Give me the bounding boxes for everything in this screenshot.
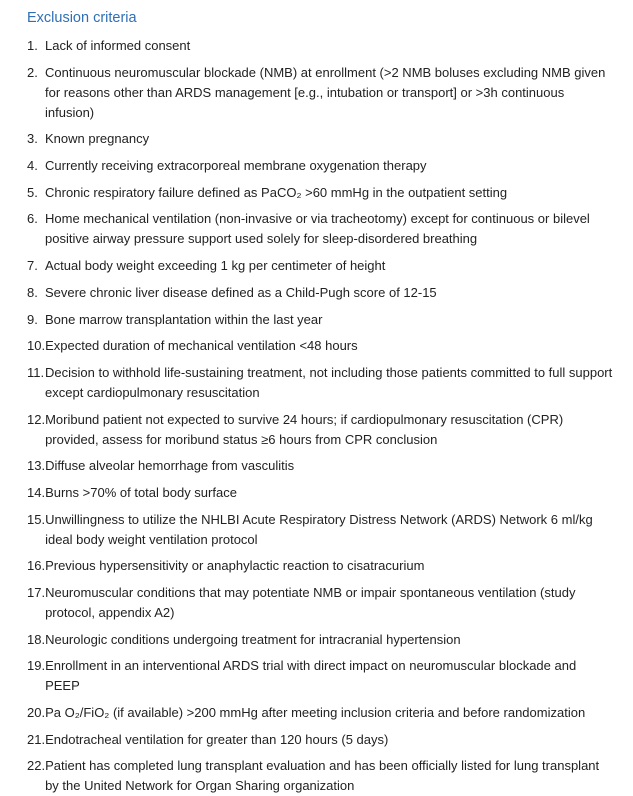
item-text: Continuous neuromuscular blockade (NMB) at enrollment (>2 NMB boluses excluding NMB given for reasons other than ARDS management [e.g., intubation or transport] or >3h continuous infusion) — [45, 64, 606, 120]
item-number: 14. — [27, 484, 46, 500]
list-item — [27, 363, 613, 403]
item-number: 19. — [27, 658, 46, 674]
item-number: 7. — [27, 258, 38, 274]
list-item — [27, 310, 613, 330]
item-text: Chronic respiratory failure defined as PaCO₂ >60 mmHg in the outpatient setting — [45, 184, 508, 200]
list-item — [27, 256, 613, 276]
item-number: 5. — [27, 184, 38, 200]
item-text: Bone marrow transplantation within the last year — [45, 311, 323, 327]
item-number: 11. — [27, 364, 45, 380]
list-item — [27, 483, 613, 503]
item-text: Known pregnancy — [45, 131, 150, 147]
item-number: 22. — [27, 758, 46, 774]
item-text: Decision to withhold life-sustaining treatment, not including those patients committed to full support except cardiopulmonary resuscitation — [45, 364, 613, 400]
criteria-list — [27, 36, 613, 796]
item-text: Diffuse alveolar hemorrhage from vasculitis — [45, 458, 295, 474]
item-text: Currently receiving extracorporeal membrane oxygenation therapy — [45, 158, 427, 174]
list-item — [27, 36, 613, 56]
item-text: Patient has completed lung transplant evaluation and has been officially listed for lung transplant by the United Network for Organ Sharing organization — [45, 758, 600, 794]
item-number: 9. — [27, 311, 38, 327]
list-item — [27, 410, 613, 450]
list-item — [27, 456, 613, 476]
item-number: 16. — [27, 558, 46, 574]
item-number: 17. — [27, 585, 46, 600]
item-number: 4. — [27, 158, 38, 174]
list-item — [27, 756, 613, 796]
item-number: 8. — [27, 284, 38, 300]
list-item — [27, 183, 613, 203]
section-heading: Exclusion criteria — [27, 10, 137, 26]
item-text: Previous hypersensitivity or anaphylactic reaction to cisatracurium — [45, 558, 425, 574]
item-number: 6. — [27, 211, 38, 227]
item-text: Actual body weight exceeding 1 kg per centimeter of height — [45, 258, 386, 274]
list-item — [27, 703, 613, 723]
list-item — [27, 630, 613, 650]
item-text: Moribund patient not expected to survive 24 hours; if cardiopulmonary resuscitation (CPR) provided, assess for moribund status ≥6 hours from CPR conclusion — [45, 411, 564, 447]
list-item — [27, 583, 613, 623]
item-number: 18. — [27, 631, 46, 647]
item-number: 13. — [27, 458, 46, 474]
item-text: Unwillingness to utilize the NHLBI Acute Respiratory Distress Network (ARDS) Network 6 ml/kg ideal body weight ventilation protocol — [45, 511, 593, 547]
list-item — [27, 336, 613, 356]
list-item — [27, 156, 613, 176]
item-text: Severe chronic liver disease defined as a Child-Pugh score of 12-15 — [45, 284, 437, 300]
list-item — [27, 283, 613, 303]
item-text: Lack of informed consent — [45, 38, 191, 53]
item-text: Endotracheal ventilation for greater than 120 hours (5 days) — [45, 731, 389, 747]
item-text: Enrollment in an interventional ARDS trial with direct impact on neuromuscular blockade and PEEP — [45, 658, 577, 694]
item-number: 10. — [27, 338, 46, 354]
item-text: Neuromuscular conditions that may potentiate NMB or impair spontaneous ventilation (study protocol, appendix A2) — [45, 585, 576, 620]
item-number: 15. — [27, 511, 46, 527]
item-number: 2. — [27, 64, 38, 80]
item-text: Burns >70% of total body surface — [45, 484, 237, 500]
item-number: 3. — [27, 131, 38, 147]
list-item — [27, 730, 613, 750]
list-item — [27, 209, 613, 249]
item-number: 21. — [27, 731, 46, 747]
list-item — [27, 656, 613, 696]
item-text: Home mechanical ventilation (non-invasive or via tracheotomy) except for continuous or bilevel positive airway pressure support used solely for sleep-disordered breathing — [45, 211, 590, 247]
item-text: Neurologic conditions undergoing treatment for intracranial hypertension — [45, 631, 461, 647]
item-text: Pa O₂/FiO₂ (if available) >200 mmHg after meeting inclusion criteria and before randomization — [45, 705, 586, 721]
list-item — [27, 129, 613, 149]
item-number: 12. — [27, 411, 46, 427]
list-item — [27, 63, 613, 123]
list-item — [27, 510, 613, 550]
list-item — [27, 556, 613, 576]
item-number: 20. — [27, 705, 46, 721]
item-text: Expected duration of mechanical ventilation <48 hours — [45, 338, 358, 354]
item-number: 1. — [27, 38, 38, 53]
